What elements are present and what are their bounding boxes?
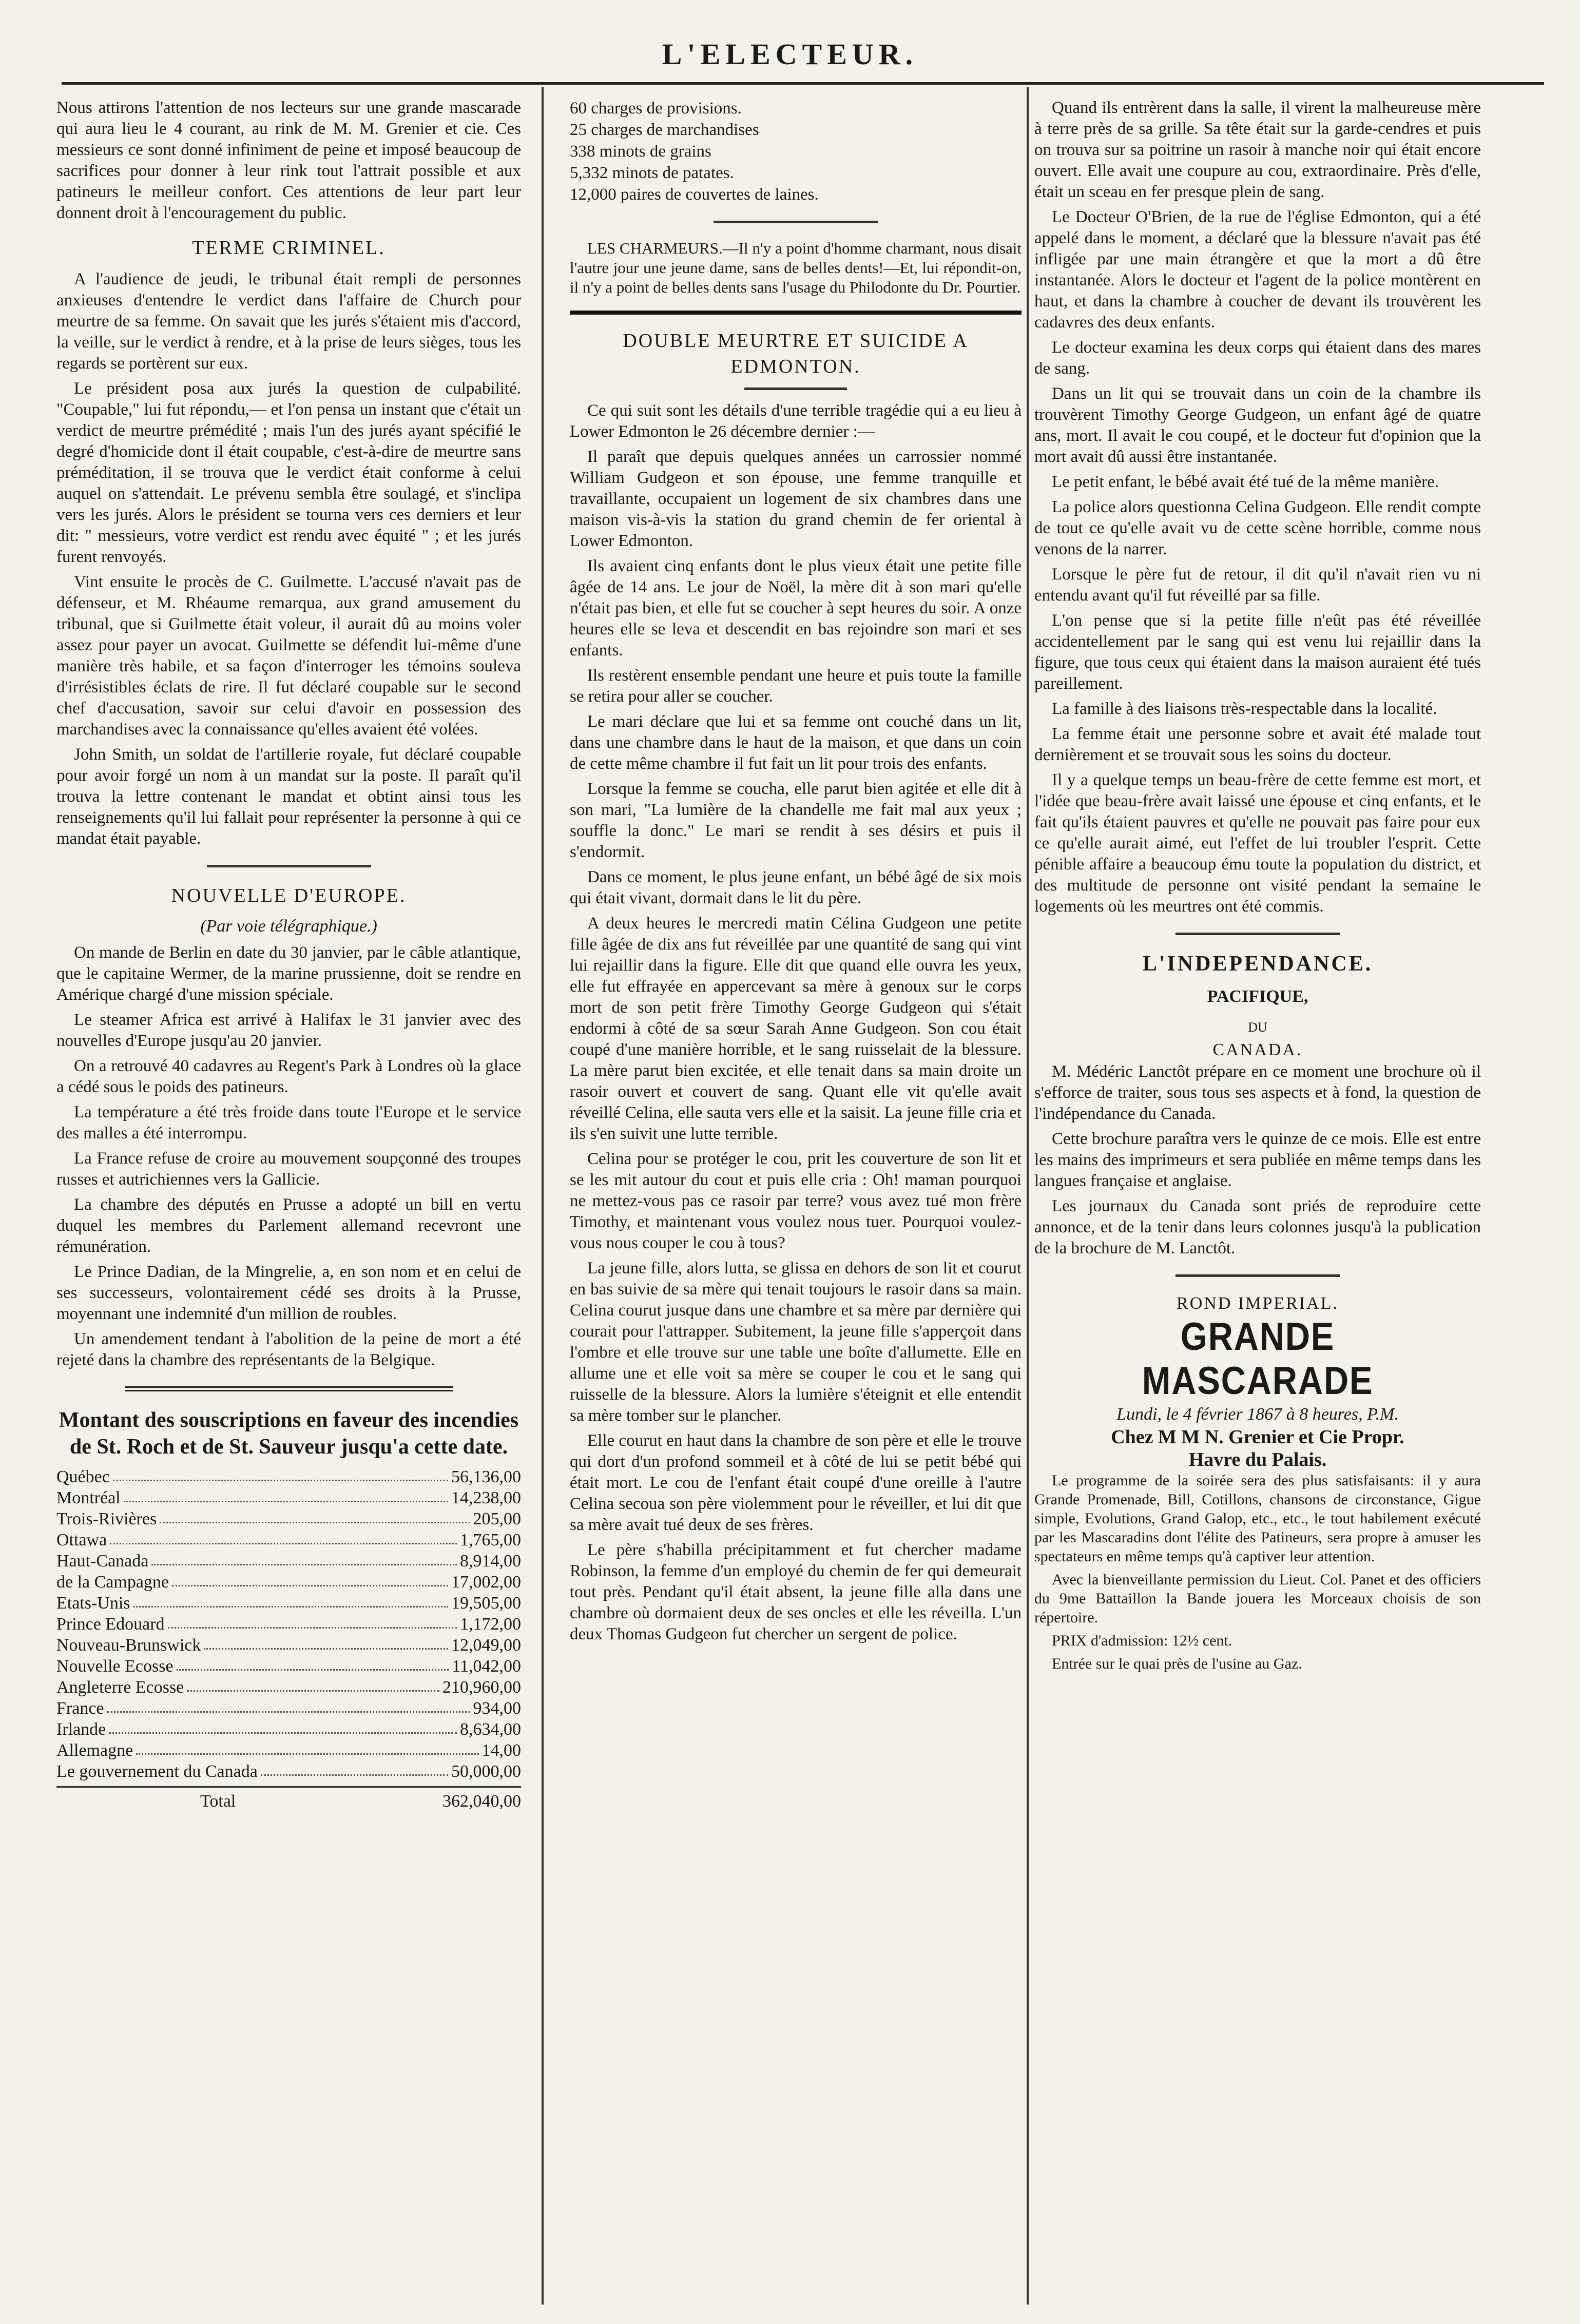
murder-paragraph: Le père s'habilla précipitamment et fut chercher madame Robinson, la femme d'un employé du chemin de fer qui demeurait tout près. Pendant qu'il était absent, la jeune fille alla dans une chambre où dormaient deux de ses oncles et elle les réveilla. L'un deux Thomas Gudgeon fut chercher un sergent de police.	[570, 1541, 1022, 1643]
leader-dots	[168, 1614, 457, 1629]
subscription-amount: 1,172,00	[460, 1615, 521, 1634]
murder-continued-paragraph: La famille à des liaisons très-respectable dans la localité.	[1052, 700, 1437, 718]
program-price: PRIX d'admission: 12½ cent.	[1052, 1632, 1232, 1649]
europe-paragraph: La France refuse de croire au mouvement soupçonné des troupes russes et autrichiennes vers la Gallicie.	[56, 1149, 521, 1189]
murder-continued-paragraph: Lorsque le père fut de retour, il dit qu'il n'avait rien vu ni entendu avant qu'il fut réveillé par sa fille.	[1034, 565, 1481, 605]
leader-dots	[110, 1529, 457, 1544]
murder-paragraph: Dans ce moment, le plus jeune enfant, un bébé âgé de six mois qui était vivant, dormait dans le lit du père.	[570, 868, 1022, 907]
independance-paragraph: Les journaux du Canada sont priés de reproduire cette annonce, et de la tenir dans leurs colonnes jusqu'à la publication de la brochure de M. Lanctôt.	[1034, 1197, 1481, 1257]
subscription-row	[56, 1529, 521, 1551]
murder-continued-paragraph: L'on pense que si la petite fille n'eût pas été réveillée accidentellement par le sang qui est venu lui rejaillir dans la figure, que tous ceux qui étaient dans la maison auraient été tués pareillement.	[1034, 611, 1481, 693]
subscription-place: Etats-Unis	[56, 1594, 130, 1613]
total-amount: 362,040,00	[442, 1792, 521, 1811]
murder-heading: DOUBLE MEURTRE ET SUICIDE A EDMONTON.	[623, 330, 969, 377]
section-divider	[125, 1386, 453, 1391]
program-paragraph: Avec la bienveillante permission du Lieut. Col. Panet et des officiers du 9me Battaillon la Bande jouera les Morceaux choisis de son répertoire.	[1034, 1571, 1481, 1626]
goods-item: 12,000 paires de couvertes de laines.	[570, 185, 819, 204]
grande-mascarade-title: GRANDE MASCARADE	[1142, 1315, 1374, 1403]
subscription-row	[56, 1761, 521, 1782]
murder-paragraph: A deux heures le mercredi matin Célina Gudgeon une petite fille âgée de dix ans fut réveillée par une quantité de sang qui vint lui rejaillir dans la figure. Elle dit que quand elle ouvra les yeux, elle fut effrayée en appercevant sa mère à genoux sur le corps mort de son petit frère Timothy George Gudgeon qui s'était endormi à côté de sa sœur Sarah Anne Gudgeon. Son cou était coupé d'une manière horrible, et le sang ruisselait de la blessure. La mère parut bien excitée, et elle tenait dans sa main droite un rasoir ouvert et couvert de sang. Quant elle vit qu'elle avait réveillé Celina, elle sauta vers elle et la saisit. La jeune fille cria et ils s'en suivit une lutte terrible.	[570, 914, 1022, 1143]
leader-dots	[109, 1719, 457, 1734]
murder-paragraph: Ils restèrent ensemble pendant une heure et puis toute la famille se retira pour aller se coucher.	[570, 666, 1022, 706]
leader-dots	[261, 1761, 448, 1776]
murder-continued-paragraph: Il y a quelque temps un beau-frère de cette femme est mort, et l'idée que beau-frère avait laissé une épouse et cinq enfants, et le fait qu'ils étaient pauvres et qu'elle ne pouvait pas faire pour eux ce qu'elle aurait aimé, eut l'effet de lui troubler l'esprit. Cette pénible affaire a beaucoup ému toute la population du district, et des multitude de personne ont visité pendant la semaine le logements où les meurtres ont été commis.	[1034, 771, 1481, 916]
subscription-row	[56, 1572, 521, 1593]
subscriptions-total-row	[56, 1786, 521, 1812]
europe-paragraph: On mande de Berlin en date du 30 janvier, par le câble atlantique, que le capitaine Wermer, de la marine prussienne, doit se rendre en Amérique chargé d'une mission spéciale.	[56, 943, 521, 1004]
goods-list	[570, 98, 1022, 205]
column-3	[1034, 98, 1481, 2304]
europe-paragraph: Le Prince Dadian, de la Mingrelie, a, en son nom et en celui de ses successeurs, volontairement cédé ses droits à la Prusse, moyennant une indemnité d'un million de roubles.	[56, 1263, 521, 1323]
subscription-row	[56, 1677, 521, 1698]
subscription-row	[56, 1487, 521, 1508]
murder-paragraph: Lorsque la femme se coucha, elle parut bien agitée et elle dit à son mari, "La lumière de la chandelle me fait mal aux yeux ; souffle la donc." Le mari se rendit à ses désirs et puis il s'endormit.	[570, 780, 1022, 861]
subscription-place: Prince Edouard	[56, 1615, 165, 1634]
murder-paragraph: Le mari déclare que lui et sa femme ont couché dans un lit, dans une chambre dans le haut de la maison, et que dans un coin de cette même chambre il fut fait un lit pour trois des enfants.	[570, 712, 1022, 773]
subscriptions-heading: Montant des souscriptions en faveur des incendies de St. Roch et de St. Sauveur jusqu'a cette date.	[59, 1408, 519, 1459]
subscription-row	[56, 1719, 521, 1740]
subscription-place: Ottawa	[56, 1531, 107, 1550]
independance-du: DU	[1248, 1020, 1267, 1035]
leader-dots	[107, 1698, 470, 1713]
criminal-paragraph: John Smith, un soldat de l'artillerie royale, fut déclaré coupable pour avoir forgé un nom à un mandat sur la poste. Il paraît qu'il trouva la lettre contenant le mandat et obtint ainsi tous les renseignements qu'il lui fallait pour représenter la personne à qui ce mandat était payable.	[56, 745, 521, 848]
goods-item: 338 minots de grains	[570, 142, 711, 161]
criminal-heading: TERME CRIMINEL.	[192, 237, 386, 259]
goods-item: 60 charges de provisions.	[570, 99, 742, 118]
murder-continued-paragraph: La femme était une personne sobre et avait été malade tout dernièrement et se trouvait sous les soins du docteur.	[1034, 725, 1481, 764]
subscription-amount: 50,000,00	[451, 1762, 521, 1781]
subscriptions-list	[56, 1466, 521, 1782]
goods-item: 25 charges de marchandises	[570, 121, 759, 139]
event-date: Lundi, le 4 février 1867 à 8 heures, P.M.	[1116, 1405, 1399, 1424]
section-divider	[1176, 933, 1340, 935]
section-divider	[1176, 1274, 1340, 1277]
leader-dots	[160, 1508, 470, 1523]
subscription-amount: 17,002,00	[451, 1573, 521, 1592]
leader-dots	[133, 1593, 448, 1608]
subscription-place: Nouvelle Ecosse	[56, 1657, 174, 1676]
europe-subheading: (Par voie télégraphique.)	[200, 917, 377, 936]
total-label: Total	[200, 1792, 236, 1811]
goods-item: 5,332 minots de patates.	[570, 164, 734, 182]
murder-continued-paragraph: Quand ils entrèrent dans la salle, il virent la malheureuse mère à terre près de sa grille. Sa tête était sur la garde-cendres et puis on trouva sur sa poitrine un rasoir à manche noir qui était encore ouvert. Elle avait une coupure au cou, extraordinaire. Près d'elle, était un sceau en fer presque plein de sang.	[1034, 99, 1481, 201]
section-divider	[714, 221, 878, 223]
murder-paragraph: Ce qui suit sont les détails d'une terrible tragédie qui a eu lieu à Lower Edmonton le 26 décembre dernier :—	[570, 401, 1022, 441]
europe-paragraph: La température a été très froide dans toute l'Europe et le service des malles a été interrompu.	[56, 1103, 521, 1142]
subscription-amount: 205,00	[473, 1509, 521, 1528]
leader-dots	[172, 1572, 448, 1586]
murder-continued-paragraph: Le docteur examina les deux corps qui étaient dans des mares de sang.	[1034, 338, 1481, 378]
column-divider	[542, 87, 544, 2304]
murder-paragraph: Il paraît que depuis quelques années un carrossier nommé William Gudgeon et son épouse, une femme tranquille et travaillante, occupaient un logement de six chambres dans une maison vis-à-vis la station du grand chemin de fer oriental à Lower Edmonton.	[570, 448, 1022, 550]
masthead: L'ELECTEUR.	[662, 37, 918, 71]
subscription-amount: 11,042,00	[452, 1657, 521, 1676]
independance-subheading: PACIFIQUE,	[1207, 987, 1308, 1006]
murder-continued-paragraph: Le petit enfant, le bébé avait été tué de la même manière.	[1052, 473, 1439, 491]
murder-continued-paragraph: Le Docteur O'Brien, de la rue de l'église Edmonton, qui a été appelé dans le moment, a déclaré que la blessure n'avait pas été infligée par une main étrangère et que la mort a dû être instantanée. Alors le docteur et l'agent de la police montèrent en haut, et dans la chambre à coucher de devant ils trouvèrent les cadavres des deux enfants.	[1034, 208, 1481, 332]
subscription-place: Le gouvernement du Canada	[56, 1762, 258, 1781]
independance-paragraph: M. Médéric Lanctôt prépare en ce moment une brochure où il s'efforce de traiter, sous tous ses aspects et à fond, la question de l'indépendance du Canada.	[1034, 1062, 1481, 1123]
subscription-amount: 56,136,00	[451, 1467, 521, 1486]
subscription-place: Haut-Canada	[56, 1552, 149, 1571]
section-divider	[207, 865, 371, 867]
independance-heading: L'INDEPENDANCE.	[1142, 952, 1373, 976]
subscription-row	[56, 1740, 521, 1761]
leader-dots	[204, 1635, 448, 1650]
column-2	[570, 98, 1022, 2304]
criminal-paragraph: A l'audience de jeudi, le tribunal était rempli de personnes anxieuses d'entendre le verdict dans l'affaire de Church pour meurtre de sa femme. On savait que les jurés s'étaient mis d'accord, la veille, sur le verdict à rendre, et à la prise de leurs sièges, tous les regards se portèrent sur eux.	[56, 270, 521, 373]
subscription-amount: 19,505,00	[451, 1594, 521, 1613]
subscription-row	[56, 1466, 521, 1487]
murder-continued-paragraph: Dans un lit qui se trouvait dans un coin de la chambre ils trouvèrent Timothy George Gudgeon, un enfant âgé de quatre ans, mort. Il avait le cou coupé, et le docteur fut d'opinion que la mort avait dû aussi être instantanée.	[1034, 384, 1481, 466]
subscription-place: Québec	[56, 1467, 110, 1486]
program-entry: Entrée sur le quai près de l'usine au Gaz.	[1052, 1655, 1302, 1672]
europe-paragraph: La chambre des députés en Prusse a adopté un bill en vertu duquel les membres du Parlement allemand recevront une rémunération.	[56, 1195, 521, 1256]
subscription-place: de la Campagne	[56, 1573, 169, 1592]
subscription-amount: 12,049,00	[451, 1636, 521, 1655]
murder-paragraph: La jeune fille, alors lutta, se glissa en dehors de son lit et courut en bas suivie de sa mère qui tenait toujours le rasoir dans sa main. Celina courut jusque dans une chambre et sa mère par dernière qui courait pour l'attrapper. Subitement, la jeune fille s'apperçoit dans l'ombre et elle trouve sur une table une boîte d'allumette. Elle en allume une et elle voit sa mère se couper le cou et le sang qui ruisselle de la blessure. Alors la lumière s'éteignit et elle entendit sa mère tomber sur le plancher.	[570, 1259, 1022, 1425]
section-divider	[744, 388, 847, 390]
subscription-row	[56, 1551, 521, 1572]
subscription-row	[56, 1656, 521, 1677]
subscription-place: Nouveau-Brunswick	[56, 1636, 201, 1655]
leader-dots	[124, 1487, 448, 1502]
subscription-amount: 8,914,00	[460, 1552, 521, 1571]
europe-paragraph: Le steamer Africa est arrivé à Halifax le 31 janvier avec des nouvelles d'Europe jusqu'au 20 janvier.	[56, 1011, 521, 1050]
subscription-place: Irlande	[56, 1720, 106, 1739]
rond-imperial: ROND IMPERIAL.	[1177, 1294, 1339, 1313]
murder-paragraph: Elle courut en haut dans la chambre de son père et elle le trouve qui dort d'un profond sommeil et à côté de lui se petit bébé qui était mort. Le cou de l'enfant était coupé d'une oreille à l'autre Celina secoua son père violemment pour le réveiller, et lui dit que sa mère avait tué deux de ses frères.	[570, 1431, 1022, 1534]
column-1	[56, 98, 521, 2304]
event-host: Chez M M N. Grenier et Cie Propr.	[1111, 1426, 1404, 1448]
subscription-amount: 14,238,00	[451, 1488, 521, 1507]
criminal-paragraph: Le président posa aux jurés la question de culpabilité. "Coupable," lui fut répondu,— et l'on pensa un instant que c'était un verdict de meurtre prémédité ; mais l'un des jurés ayant spécifié le degré d'homicide dont il était coupable, c'est-à-dire de meurtre sans préméditation, il se trouva que le verdict était conforme à celui auquel on s'attendait. Le prévenu sembla être soulagé, et s'inclipa vers les jurés. Alors le président se tourna vers ces derniers et leur dit: " messieurs, votre verdict est rendu avec équité " ; et les jurés furent renvoyés.	[56, 379, 521, 566]
subscription-amount: 210,960,00	[442, 1678, 521, 1697]
subscription-place: France	[56, 1699, 104, 1718]
subscription-amount: 934,00	[473, 1699, 521, 1718]
leader-dots	[136, 1740, 478, 1755]
subscription-place: Trois-Rivières	[56, 1509, 157, 1528]
header-rule	[62, 82, 1544, 85]
subscription-row	[56, 1593, 521, 1614]
subscription-place: Montréal	[56, 1488, 121, 1507]
subscription-amount: 1,765,00	[460, 1531, 521, 1550]
murder-paragraph: Ils avaient cinq enfants dont le plus vieux était une petite fille âgée de 14 ans. Le jour de Noël, la mère dit à son mari qu'elle n'était pas bien, et elle fut se coucher à sept heures du soir. A onze heures elle se leva et descendit en bas rejoindre son mari et ses enfants.	[570, 557, 1022, 660]
europe-paragraph: Un amendement tendant à l'abolition de la peine de mort a été rejeté dans la chambre des représentants de la Belgique.	[56, 1330, 521, 1369]
charmeurs-ad: LES CHARMEURS.—Il n'y a point d'homme charmant, nous disait l'autre jour une jeune dame, sans de belles dents!—Et, lui répondit-on, il n'y a point de belles dents sans l'usage du Philodonte du Dr. Pourtier.	[570, 239, 1022, 296]
europe-heading: NOUVELLE D'EUROPE.	[171, 885, 407, 906]
program-paragraph: Le programme de la soirée sera des plus satisfaisants: il y aura Grande Promenade, Bill, Cotillons, chansons de circonstance, Gigue simple, Evolutions, Grand Galop, etc., etc., le tout habilement exécuté par les Mascaradins dont l'élite des Patineurs, sera propre à amuser les spectateurs en même temps qu'à captiver leur attention.	[1034, 1472, 1481, 1565]
independance-canada: CANADA.	[1212, 1040, 1303, 1059]
subscription-row	[56, 1508, 521, 1529]
independance-paragraph: Cette brochure paraîtra vers le quinze de ce mois. Elle est entre les mains des imprimeurs et sera publiée en même temps dans les langues française et anglaise.	[1034, 1130, 1481, 1190]
mascarade-notice: Nous attirons l'attention de nos lecteurs sur une grande mascarade qui aura lieu le 4 courant, au rink de M. M. Grenier et cie. Ces messieurs ce sont donné infiniment de peine et imposé beaucoup de sacrifices pour donner à leur rink tout l'attrait possible et aux patineurs le meilleur confort. Ces attentions de leur part leur donnent droit à l'encouragement du public.	[56, 99, 521, 222]
subscription-amount: 8,634,00	[460, 1720, 521, 1739]
subscription-row	[56, 1698, 521, 1719]
section-divider	[570, 311, 1022, 315]
europe-paragraph: On a retrouvé 40 cadavres au Regent's Park à Londres où la glace a cédé sous le poids des patineurs.	[56, 1057, 521, 1096]
criminal-paragraph: Vint ensuite le procès de C. Guilmette. L'accusé n'avait pas de défenseur, et M. Rhéaume remarqua, aux grand amusement du tribunal, que si Guilmette était voleur, il aurait dû au moins voler assez pour payer un avocat. Guilmette se défendit lui-même d'une manière très habile, et sa façon d'interroger les témoins souleva d'irrésistibles éclats de rire. Il fut déclaré coupable sur le second chef d'accusation, savoir sur celui d'avoir en possession des marchandises avec la connaissance qu'elles avaient été volées.	[56, 573, 521, 739]
leader-dots	[113, 1466, 448, 1481]
subscription-row	[56, 1635, 521, 1656]
event-venue: Havre du Palais.	[1188, 1449, 1327, 1470]
murder-paragraph: Celina pour se protéger le cou, prit les couverture de son lit et se les mit autour du cout et puis elle cria : Oh! maman pourquoi ne mettez-vous pas ce rasoir par terre? vous avez tué mon frère Timothy, et maintenant vous voulez nous tuer. Pourquoi voulez-vous nous couper le cou à tous?	[570, 1150, 1022, 1252]
murder-continued-paragraph: La police alors questionna Celina Gudgeon. Elle rendit compte de tout ce qu'elle avait vu de cette scène horrible, comme nous venons de la narrer.	[1034, 498, 1481, 558]
subscription-place: Angleterre Ecosse	[56, 1678, 184, 1697]
column-divider	[1027, 87, 1029, 2304]
leader-dots	[151, 1551, 457, 1565]
subscription-place: Allemagne	[56, 1741, 133, 1760]
subscription-row	[56, 1614, 521, 1635]
subscription-amount: 14,00	[481, 1741, 521, 1760]
leader-dots	[177, 1656, 449, 1671]
leader-dots	[187, 1677, 439, 1692]
